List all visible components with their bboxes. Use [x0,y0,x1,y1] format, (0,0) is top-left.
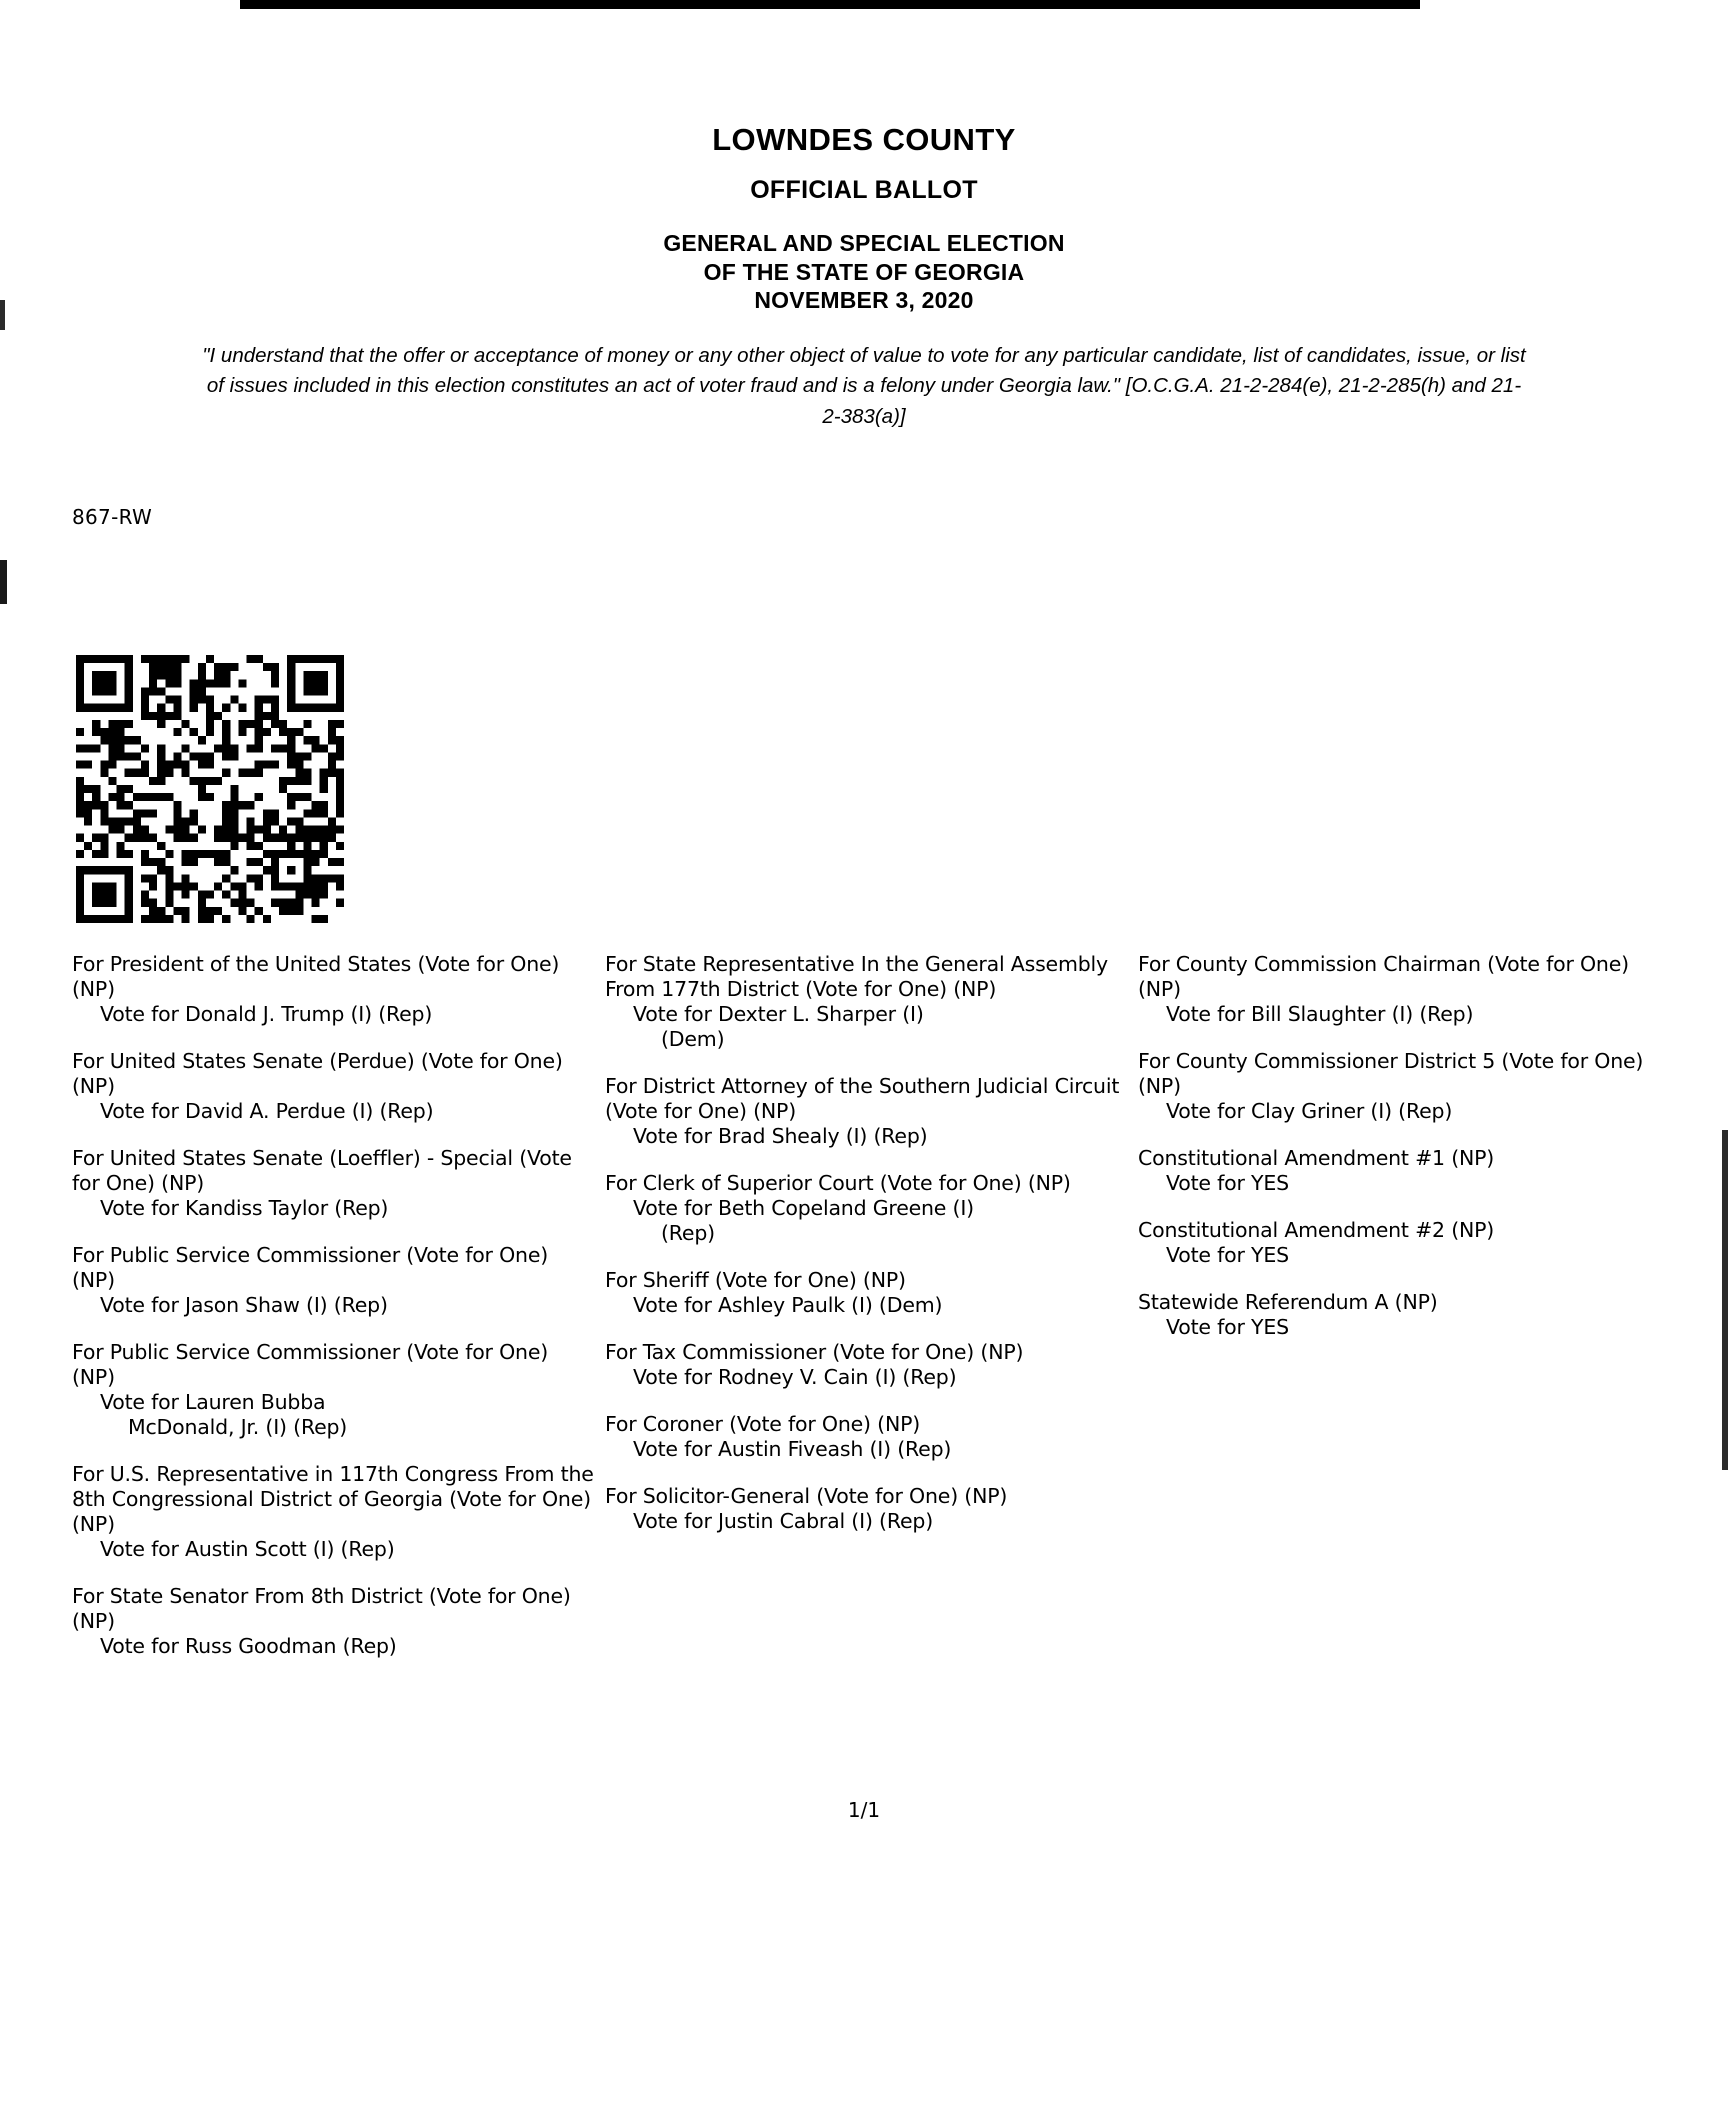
contest [1138,1218,1663,1268]
contest-title: For County Commissioner District 5 (Vote for One) (NP) [1138,1049,1644,1098]
contest-title: For Public Service Commissioner (Vote for One) (NP) [72,1340,549,1389]
contest-selection: Vote for Kandiss Taylor (Rep) [100,1196,389,1220]
contest-selection: Vote for Lauren Bubba [100,1390,326,1414]
election-title [0,229,1728,315]
contest-title: For Sheriff (Vote for One) (NP) [605,1268,906,1292]
ballot-header [0,122,1728,315]
contest [1138,1049,1663,1124]
contest-selection: Vote for Justin Cabral (I) (Rep) [633,1509,933,1533]
contest-selection: Vote for Austin Scott (I) (Rep) [100,1537,395,1561]
contest-title: For Coroner (Vote for One) (NP) [605,1412,921,1436]
election-date: NOVEMBER 3, 2020 [754,287,974,314]
contest [605,1171,1130,1246]
county-title: LOWNDES COUNTY [712,122,1016,157]
contest-title: Constitutional Amendment #2 (NP) [1138,1218,1495,1242]
contest-title: Statewide Referendum A (NP) [1138,1290,1438,1314]
contest-selection: Vote for YES [1166,1171,1289,1195]
contest-selection: Vote for Rodney V. Cain (I) (Rep) [633,1365,957,1389]
contest [72,1340,597,1440]
qr-code-icon [76,655,344,923]
contest-title: For District Attorney of the Southern Judicial Circuit (Vote for One) (NP) [605,1074,1120,1123]
contest-title: For State Representative In the General Assembly From 177th District (Vote for One) (NP) [605,952,1108,1001]
contest [1138,952,1663,1027]
qr-code-canvas [76,655,344,923]
contest-title: For United States Senate (Loeffler) - Special (Vote for One) (NP) [72,1146,572,1195]
contest-title: For Solicitor-General (Vote for One) (NP) [605,1484,1008,1508]
contest-selection: Vote for Russ Goodman (Rep) [100,1634,397,1658]
election-title-line-2: OF THE STATE OF GEORGIA [703,258,1025,285]
contest-selection: (Rep) [661,1221,715,1245]
contest-column [605,952,1138,1681]
contest-selection: Vote for Dexter L. Sharper (I) [633,1002,924,1026]
election-title-line-1: GENERAL AND SPECIAL ELECTION [663,230,1065,256]
contest [605,1484,1130,1534]
contest-selection: Vote for Ashley Paulk (I) (Dem) [633,1293,943,1317]
contest-title: Constitutional Amendment #1 (NP) [1138,1146,1495,1170]
contest [72,1584,597,1659]
contest-selection: Vote for Donald J. Trump (I) (Rep) [100,1002,433,1026]
contest-title: For Clerk of Superior Court (Vote for One) (NP) [605,1171,1071,1195]
contest [72,1462,597,1562]
contest-selection: Vote for Brad Shealy (I) (Rep) [633,1124,928,1148]
contest-selection: Vote for Jason Shaw (I) (Rep) [100,1293,388,1317]
contest [72,1146,597,1221]
contest-selection: Vote for Beth Copeland Greene (I) [633,1196,974,1220]
contest-title: For President of the United States (Vote for One) (NP) [72,952,560,1001]
contest [1138,1290,1663,1340]
contest [72,1049,597,1124]
contest-selection: (Dem) [661,1027,725,1051]
contest-columns [72,952,1672,1681]
contest-selection: Vote for David A. Perdue (I) (Rep) [100,1099,434,1123]
contest-selection: Vote for Clay Griner (I) (Rep) [1166,1099,1453,1123]
contest-title: For Public Service Commissioner (Vote for One) (NP) [72,1243,549,1292]
contest [72,952,597,1027]
official-ballot-title: OFFICIAL BALLOT [750,176,978,204]
contest-title: For United States Senate (Perdue) (Vote for One) (NP) [72,1049,563,1098]
voter-oath-statement: "I understand that the offer or acceptance of money or any other object of value to vote for any particular candidate, list of candidates, issue, or list of issues included in this election constitutes an act of voter fraud and is a felony under Georgia law." [O.C.G.A. 21-2-284(e), 21-2-285(h) and 21-2-383(a)] [202,343,1526,429]
contest-title: For County Commission Chairman (Vote for One) (NP) [1138,952,1629,1001]
contest [605,952,1130,1052]
contest-selection: Vote for Bill Slaughter (I) (Rep) [1166,1002,1474,1026]
contest-selection: Vote for Austin Fiveash (I) (Rep) [633,1437,952,1461]
contest [72,1243,597,1318]
contest-title: For State Senator From 8th District (Vote for One) (NP) [72,1584,571,1633]
contest [605,1340,1130,1390]
contest-column [72,952,605,1681]
contest [605,1268,1130,1318]
contest [605,1074,1130,1149]
contest-selection: McDonald, Jr. (I) (Rep) [128,1415,348,1439]
ballot-style-id: 867-RW [72,505,153,529]
contest-title: For U.S. Representative in 117th Congress From the 8th Congressional District of Georgia (Vote for One) (NP) [72,1462,594,1536]
contest-selection: Vote for YES [1166,1243,1289,1267]
page-number: 1/1 [847,1798,881,1822]
contest-title: For Tax Commissioner (Vote for One) (NP) [605,1340,1024,1364]
contest [605,1412,1130,1462]
contest-column [1138,952,1671,1681]
contest-selection: Vote for YES [1166,1315,1289,1339]
contest [1138,1146,1663,1196]
